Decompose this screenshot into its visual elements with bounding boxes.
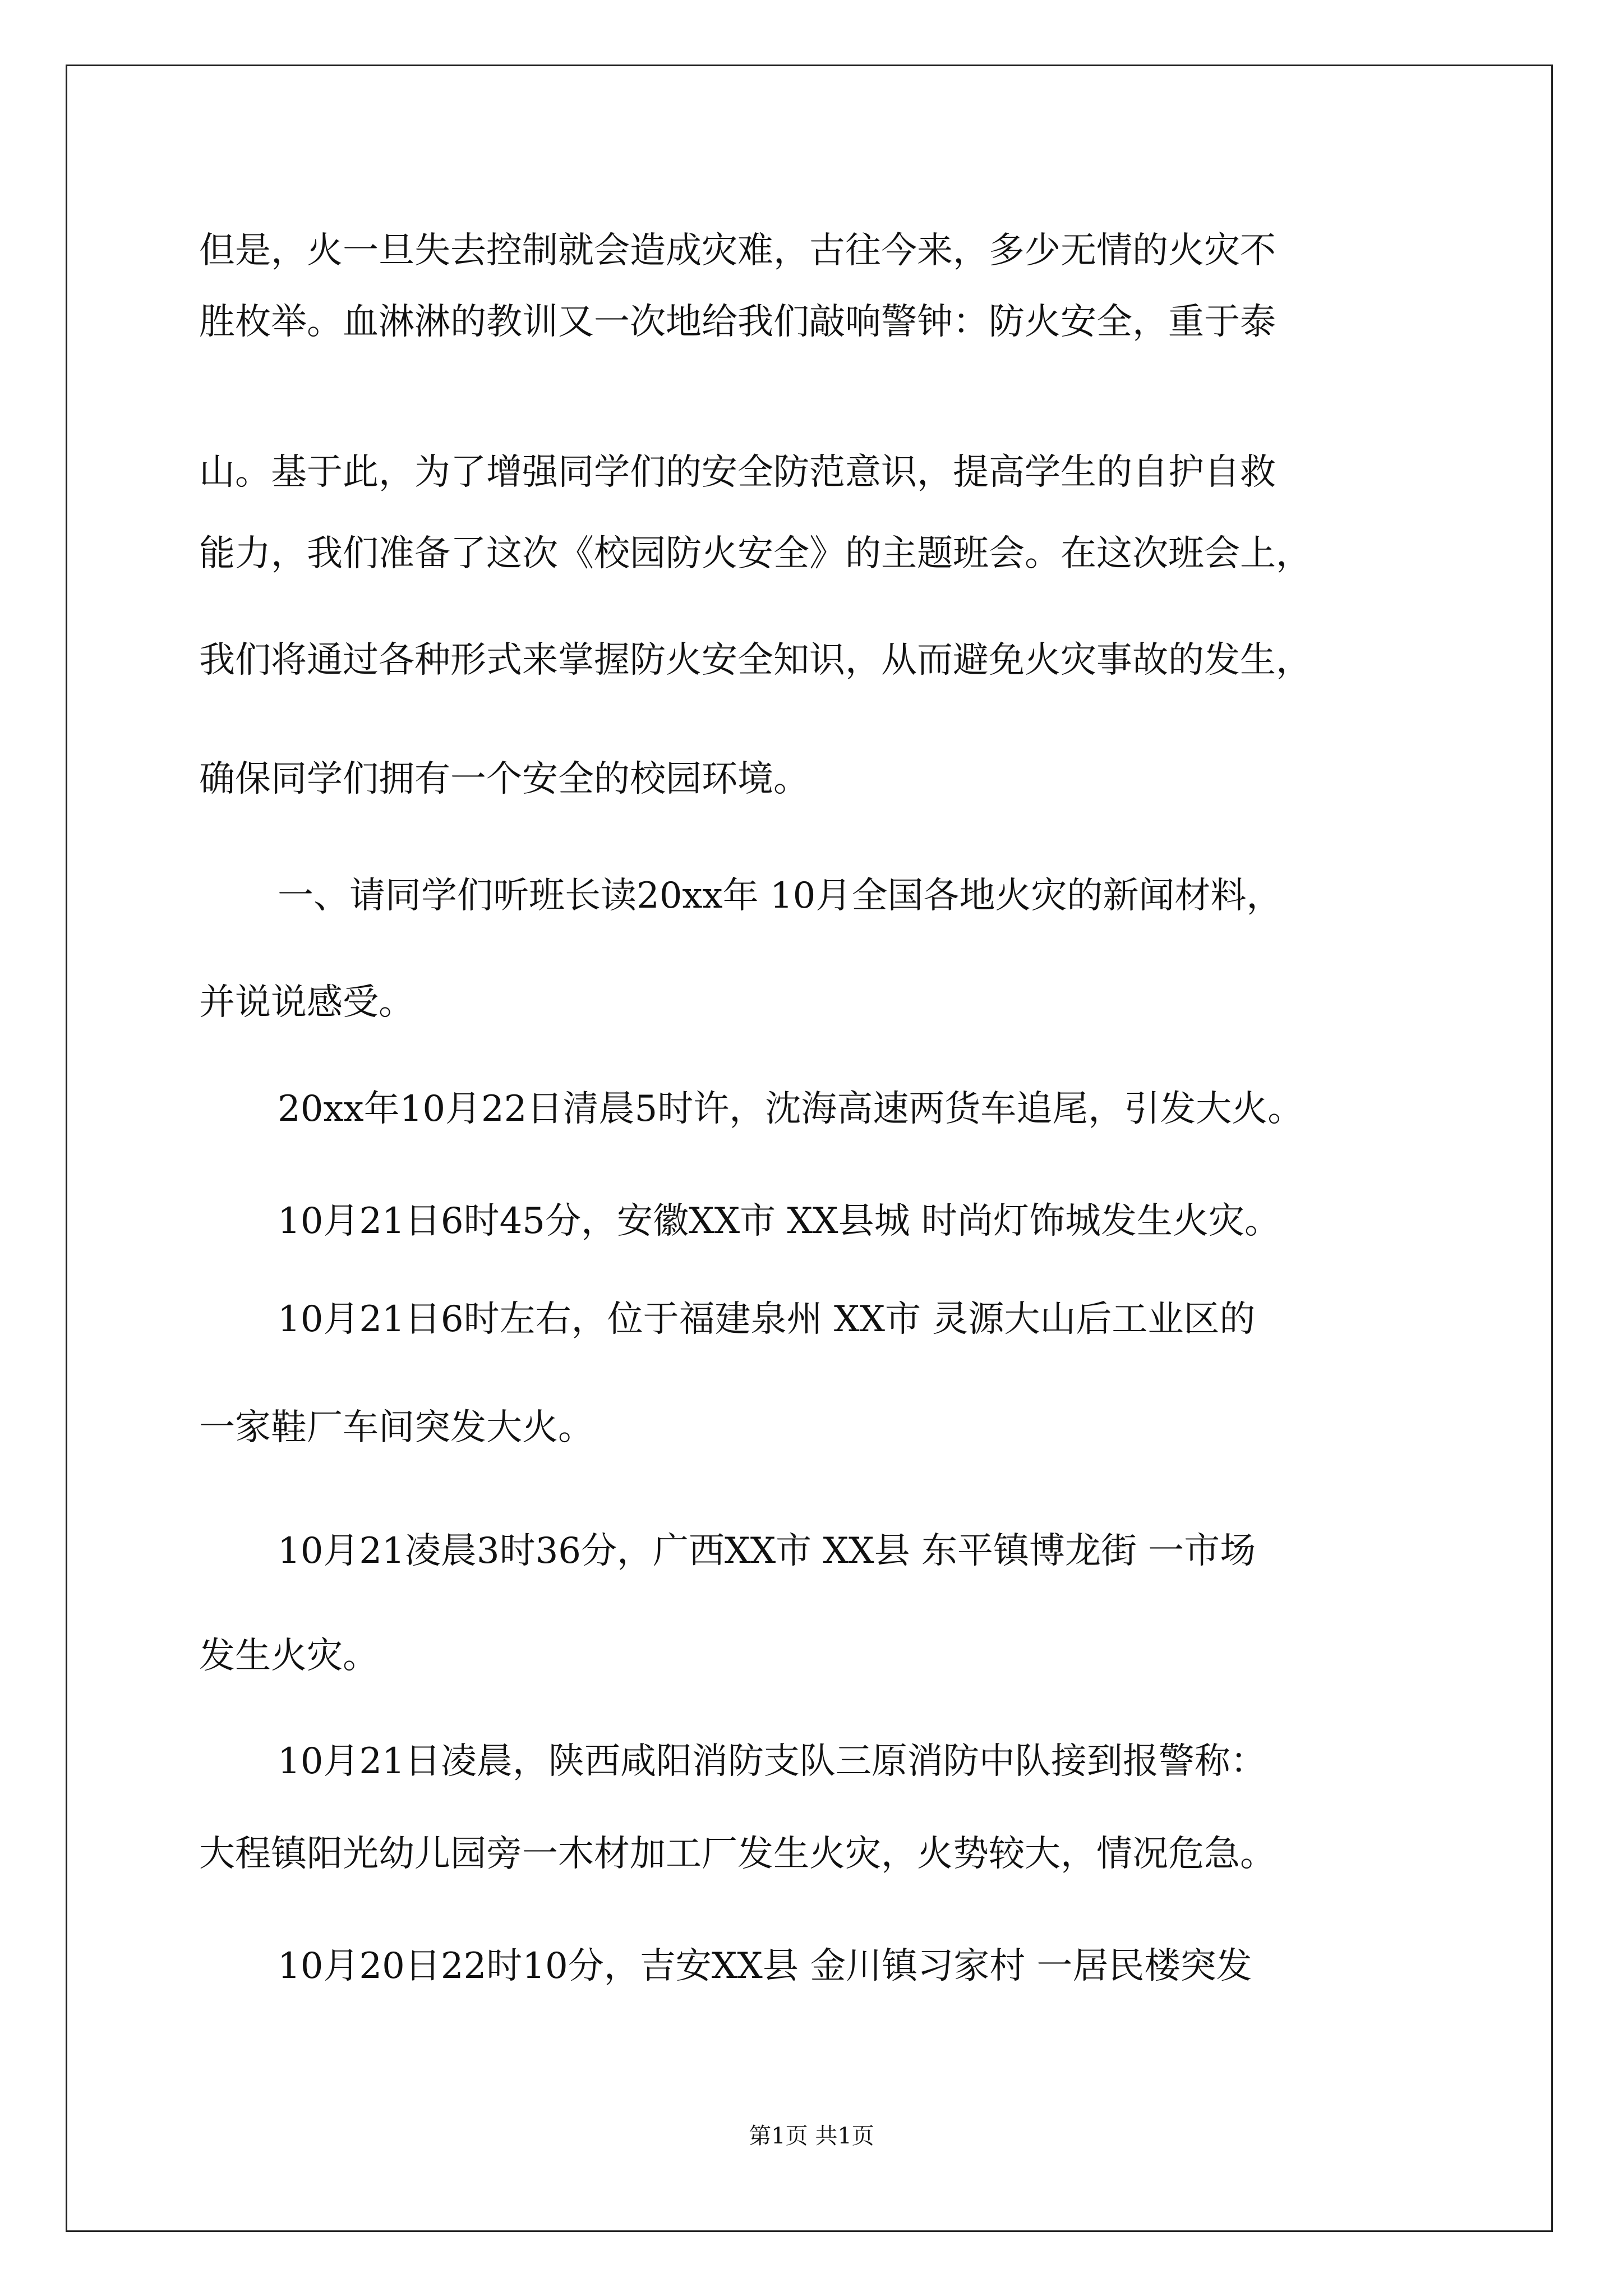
text-line: 20xx年10月22日清晨5时许，沈海高速两货车追尾，引发大火。	[278, 1088, 1304, 1130]
text-line: 一、请同学们听班长读20xx年 10月全国各地火灾的新闻材料，	[278, 875, 1283, 917]
page-footer: 第1页 共1页	[749, 2123, 874, 2149]
text-line: 但是，火一旦失去控制就会造成灾难，古往今来，多少无情的火灾不	[199, 230, 1276, 272]
text-line: 一家鞋厂车间突发大火。	[199, 1407, 594, 1448]
text-line: 10月20日22时10分，吉安XX县 金川镇习家村 一居民楼突发	[278, 1945, 1252, 1987]
text-line: 山。基于此，为了增强同学们的安全防范意识，提高学生的自护自救	[199, 452, 1276, 493]
page-border	[66, 65, 1553, 2232]
text-line: 发生火灾。	[199, 1635, 379, 1677]
text-line: 10月21凌晨3时36分，广西XX市 XX县 东平镇博龙街 一市场	[278, 1530, 1256, 1572]
text-line: 确保同学们拥有一个安全的校园环境。	[199, 758, 809, 800]
text-line: 10月21日6时左右，位于福建泉州 XX市 灵源大山后工业区的	[278, 1299, 1256, 1340]
text-line: 10月21日6时45分，安徽XX市 XX县城 时尚灯饰城发生火灾。	[278, 1200, 1280, 1242]
text-line: 10月21日凌晨，陕西咸阳消防支队三原消防中队接到报警称：	[278, 1741, 1266, 1782]
text-line: 并说说感受。	[199, 982, 414, 1023]
text-line: 我们将通过各种形式来掌握防火安全知识，从而避免火灾事故的发生，	[199, 639, 1312, 681]
text-line: 胜枚举。血淋淋的教训又一次地给我们敲响警钟：防火安全，重于泰	[199, 301, 1276, 343]
text-line: 能力，我们准备了这次《校园防火安全》的主题班会。在这次班会上，	[199, 533, 1312, 574]
text-line: 大程镇阳光幼儿园旁一木材加工厂发生火灾，火势较大，情况危急。	[199, 1833, 1276, 1875]
